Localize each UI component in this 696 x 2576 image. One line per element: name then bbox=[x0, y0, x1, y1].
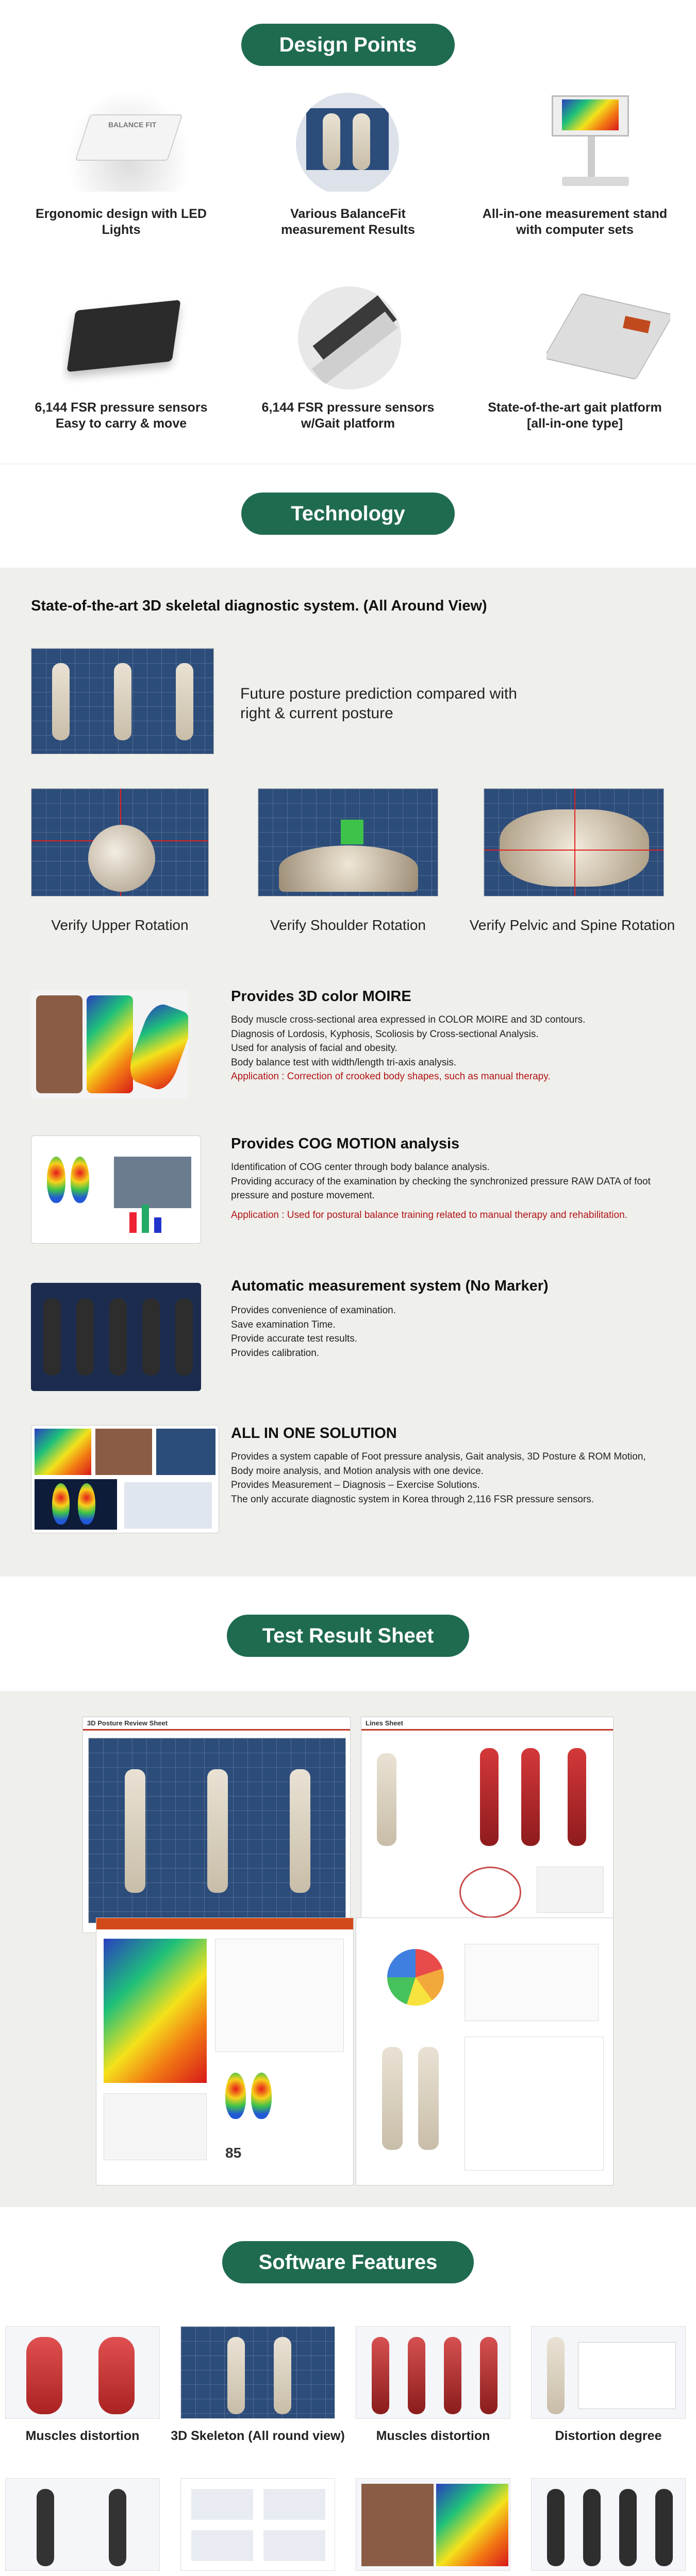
feature-allinone-text: Provides a system capable of Foot pressure analysis, Gait analysis, 3D Posture & ROM Motion, Body moire analysis, and Motion analysis with one device. Provides Measurement – Diagnosis – Exercise Solutions. The only accurate diagnostic system in Korea through 2,116 FSR pressure sensors. bbox=[231, 1451, 646, 1505]
all-in-one-platform-image bbox=[546, 282, 670, 391]
rotation-label-shoulder: Verify Shoulder Rotation bbox=[270, 917, 426, 933]
feature-moire-application: Application : Correction of crooked body shapes, such as manual therapy. bbox=[231, 1071, 551, 1082]
software-title: Software Features bbox=[222, 2241, 474, 2283]
design-points-title: Design Points bbox=[241, 24, 455, 66]
design-caption-6: State-of-the-art gait platform [all-in-one type] bbox=[488, 400, 662, 431]
exercise-solution-image bbox=[180, 2478, 335, 2571]
lines-sheet bbox=[361, 1717, 614, 1933]
feature-cog-title: Provides COG MOTION analysis bbox=[231, 1136, 460, 1152]
design-caption-4: 6,144 FSR pressure sensors Easy to carry & move bbox=[35, 400, 208, 431]
moire-result-sheet bbox=[96, 1918, 354, 2185]
gait-platform-image bbox=[289, 282, 410, 391]
posture-assessment-sheet bbox=[356, 1918, 614, 2185]
rotation-label-pelvic: Verify Pelvic and Spine Rotation bbox=[469, 917, 675, 933]
feature-moire-text: Body muscle cross-sectional area expressed in COLOR MOIRE and 3D contours. Diagnosis of Lordosis, Kyphosis, Scoliosis by Cross-sectional Analysis. Used for analysis of facial and obesity. Body balance test with width/length tri-axis analysis. Application : Correction of crooked body shapes, such as manual therapy. bbox=[231, 1013, 659, 1084]
pelvic-spine-rotation-image bbox=[484, 788, 664, 896]
four-side-posture-image bbox=[531, 2478, 686, 2571]
shoulder-rotation-image bbox=[258, 788, 438, 896]
posture-comparison-image bbox=[5, 2478, 160, 2571]
upper-rotation-image bbox=[31, 788, 209, 896]
design-caption-5: 6,144 FSR pressure sensors w/Gait platform bbox=[261, 400, 435, 431]
device-label: BALANCE FIT bbox=[108, 121, 157, 129]
feature-auto-text: Provides convenience of examination. Save examination Time. Provide accurate test results. Provides calibration. bbox=[231, 1305, 396, 1359]
measurement-results-image bbox=[287, 89, 408, 192]
skeleton-image bbox=[180, 2326, 335, 2419]
moire-image bbox=[31, 990, 188, 1098]
posture-prediction-text: Future posture prediction compared with right & current posture bbox=[240, 685, 517, 722]
design-caption-2: Various BalanceFit measurement Results bbox=[281, 207, 415, 238]
measurement-stand-image bbox=[541, 85, 644, 193]
software-caption-3: Muscles distortion bbox=[376, 2429, 490, 2443]
technology-heading: State-of-the-art 3D skeletal diagnostic system. (All Around View) bbox=[31, 598, 487, 614]
feature-moire-title: Provides 3D color MOIRE bbox=[231, 988, 411, 1005]
sheet-label-1: 3D Posture Review Sheet bbox=[87, 1719, 168, 1727]
automatic-measurement-image bbox=[31, 1283, 201, 1391]
sheet-label-2: Lines Sheet bbox=[366, 1719, 403, 1727]
result-score: 85 bbox=[225, 2145, 242, 2161]
all-in-one-image bbox=[31, 1425, 219, 1533]
software-caption-4: Distortion degree bbox=[555, 2429, 662, 2443]
rotation-label-upper: Verify Upper Rotation bbox=[51, 917, 189, 933]
posture-prediction-image bbox=[31, 648, 214, 754]
test-result-title: Test Result Sheet bbox=[227, 1615, 469, 1657]
feature-cog-application: Application : Used for postural balance training related to manual therapy and rehabilitation. bbox=[231, 1209, 627, 1221]
muscles-distortion-image bbox=[5, 2326, 160, 2419]
feature-auto-title: Automatic measurement system (No Marker) bbox=[231, 1278, 549, 1294]
software-caption-1: Muscles distortion bbox=[25, 2429, 140, 2443]
muscles-distortion-image-2 bbox=[356, 2326, 510, 2419]
distortion-degree-image bbox=[531, 2326, 686, 2419]
cog-motion-image bbox=[31, 1136, 201, 1244]
posture-review-sheet bbox=[82, 1717, 351, 1933]
design-caption-1: Ergonomic design with LED Lights bbox=[36, 207, 207, 238]
technology-title: Technology bbox=[241, 493, 455, 535]
design-caption-3: All-in-one measurement stand with computer sets bbox=[482, 207, 668, 238]
result-panel bbox=[0, 1691, 696, 2207]
portable-sensor-image bbox=[62, 284, 191, 387]
feature-allinone-title: ALL IN ONE SOLUTION bbox=[231, 1425, 397, 1442]
feature-cog-text: Identification of COG center through body balance analysis. Providing accuracy of the examination by checking the synchronized pressure RAW DATA of foot pressure and posture movement. Application : Used for postural balance training related to manual therapy and rehabilitation. bbox=[231, 1160, 664, 1222]
body-moire-image bbox=[356, 2478, 510, 2571]
software-caption-2: 3D Skeleton (All round view) bbox=[171, 2429, 345, 2443]
technology-panel bbox=[0, 568, 696, 1577]
led-platform-image bbox=[67, 89, 191, 192]
